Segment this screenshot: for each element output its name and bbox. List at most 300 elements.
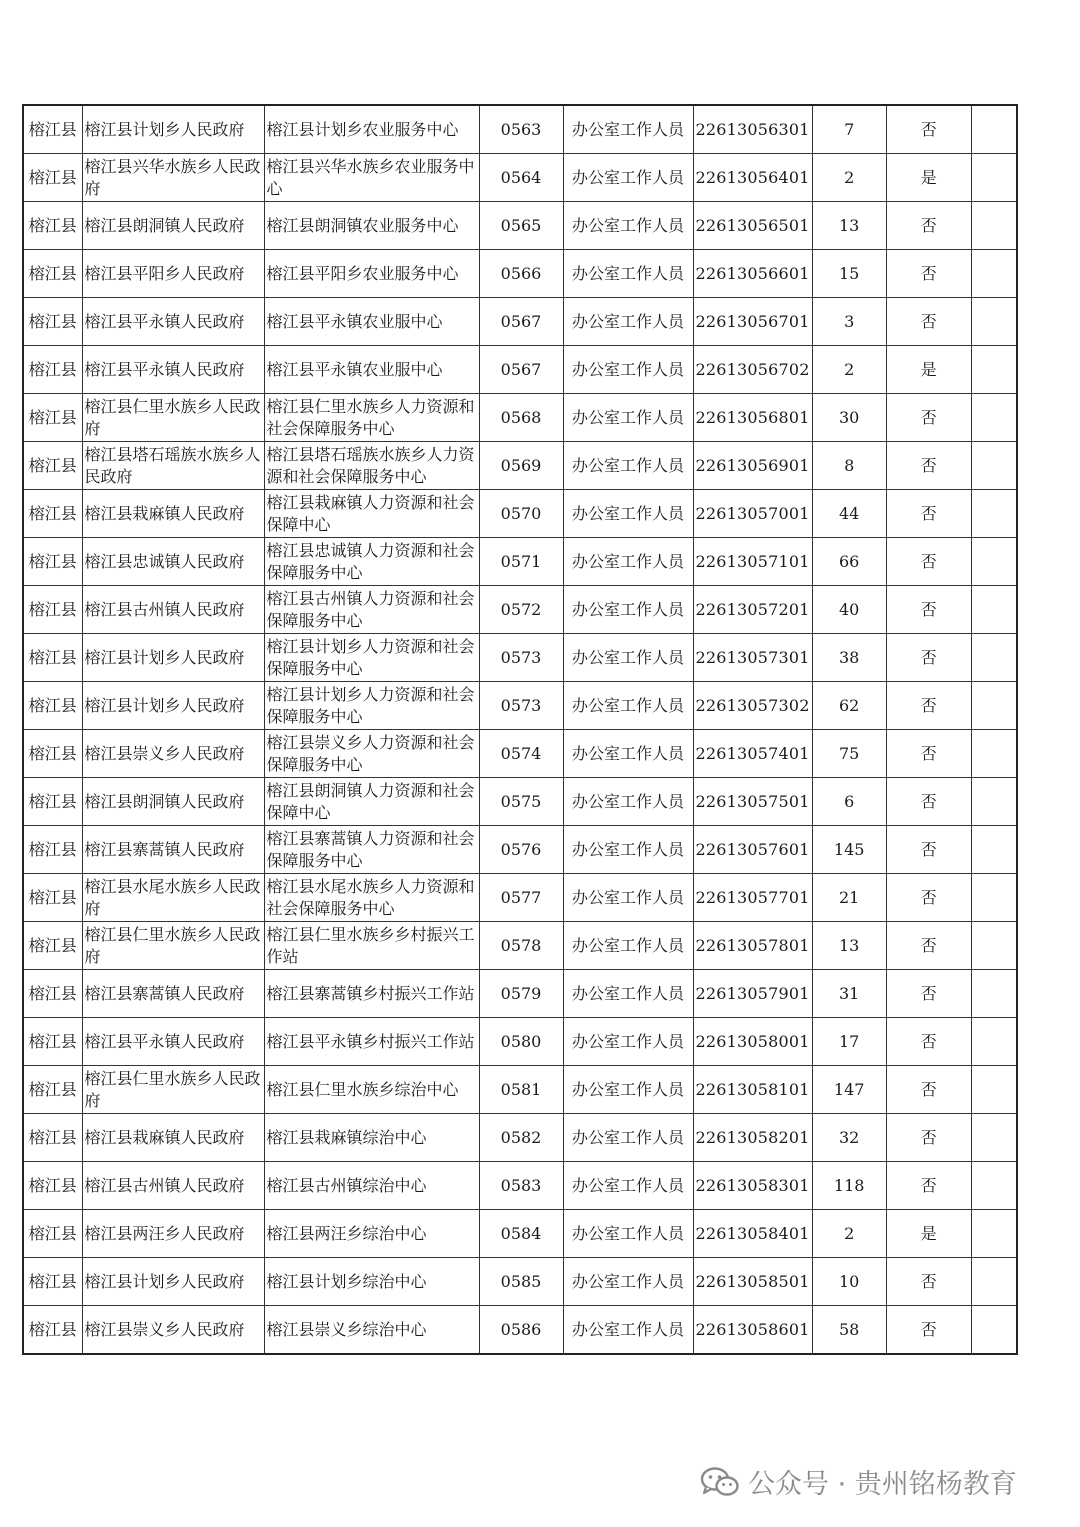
unit-cell-text: 榕江县栽麻镇综治中心: [266, 1127, 427, 1147]
unit-cell: [264, 346, 479, 394]
position-name-cell: 办公室工作人员: [563, 922, 693, 970]
position-name-cell: 办公室工作人员: [563, 1210, 693, 1258]
department-cell-text: 榕江县忠诚镇人民政府: [84, 551, 245, 571]
department-cell-text: 榕江县仁里水族乡人民政府: [84, 1068, 261, 1110]
recruitment-table: [22, 104, 1018, 1355]
unit-cell-text: 榕江县忠诚镇人力资源和社会保障服务中心: [266, 540, 475, 582]
flag-cell: 否: [886, 442, 971, 490]
applicant-count-cell: 118: [812, 1162, 886, 1210]
department-cell: [82, 490, 264, 538]
applicant-count-cell: 3: [812, 298, 886, 346]
position-code-cell: 22613056801: [693, 394, 812, 442]
blank-cell: [971, 922, 1017, 970]
position-code-cell: 22613057801: [693, 922, 812, 970]
unit-cell-text: 榕江县计划乡综治中心: [266, 1271, 427, 1291]
position-code-cell: 22613058201: [693, 1114, 812, 1162]
flag-cell: 否: [886, 682, 971, 730]
county-cell: 榕江县: [23, 105, 82, 154]
blank-cell: [971, 1066, 1017, 1114]
department-cell-text: 榕江县栽麻镇人民政府: [84, 1127, 245, 1147]
table-body: [23, 105, 1017, 1354]
position-code-cell: 22613057302: [693, 682, 812, 730]
department-cell: [82, 298, 264, 346]
applicant-count-cell: 66: [812, 538, 886, 586]
county-cell: 榕江县: [23, 394, 82, 442]
unit-code-cell: 0563: [479, 105, 563, 154]
blank-cell: [971, 970, 1017, 1018]
unit-code-cell: 0573: [479, 634, 563, 682]
unit-cell-text: 榕江县崇义乡人力资源和社会保障服务中心: [266, 732, 475, 774]
unit-cell: [264, 682, 479, 730]
unit-cell-text: 榕江县塔石瑶族水族乡人力资源和社会保障服务中心: [266, 444, 475, 486]
flag-cell: 是: [886, 346, 971, 394]
position-name-cell: 办公室工作人员: [563, 1306, 693, 1355]
flag-cell: 否: [886, 490, 971, 538]
department-cell-text: 榕江县崇义乡人民政府: [84, 743, 245, 763]
department-cell: [82, 1306, 264, 1355]
flag-cell: 否: [886, 538, 971, 586]
table-row: [23, 970, 1017, 1018]
department-cell-text: 榕江县计划乡人民政府: [84, 1271, 245, 1291]
county-cell: 榕江县: [23, 202, 82, 250]
county-cell: 榕江县: [23, 874, 82, 922]
unit-cell-text: 榕江县平永镇农业服中心: [266, 311, 443, 331]
unit-code-cell: 0572: [479, 586, 563, 634]
flag-cell: 否: [886, 778, 971, 826]
blank-cell: [971, 538, 1017, 586]
flag-cell: 是: [886, 154, 971, 202]
blank-cell: [971, 490, 1017, 538]
table-row: [23, 538, 1017, 586]
position-code-cell: 22613056901: [693, 442, 812, 490]
unit-cell: [264, 1114, 479, 1162]
department-cell-text: 榕江县平阳乡人民政府: [84, 263, 245, 283]
table-row: [23, 1114, 1017, 1162]
table-row: [23, 250, 1017, 298]
table-row: [23, 682, 1017, 730]
unit-code-cell: 0566: [479, 250, 563, 298]
unit-cell: [264, 586, 479, 634]
flag-cell: 否: [886, 1306, 971, 1355]
position-name-cell: 办公室工作人员: [563, 346, 693, 394]
department-cell: [82, 730, 264, 778]
county-cell: 榕江县: [23, 1066, 82, 1114]
county-cell: 榕江县: [23, 922, 82, 970]
unit-cell: [264, 634, 479, 682]
county-cell: 榕江县: [23, 1258, 82, 1306]
department-cell: [82, 634, 264, 682]
table-row: [23, 634, 1017, 682]
applicant-count-cell: 2: [812, 346, 886, 394]
department-cell: [82, 538, 264, 586]
applicant-count-cell: 7: [812, 105, 886, 154]
applicant-count-cell: 38: [812, 634, 886, 682]
department-cell-text: 榕江县计划乡人民政府: [84, 119, 245, 139]
applicant-count-cell: 6: [812, 778, 886, 826]
position-code-cell: 22613058001: [693, 1018, 812, 1066]
department-cell: [82, 394, 264, 442]
department-cell: [82, 1258, 264, 1306]
applicant-count-cell: 75: [812, 730, 886, 778]
table-row: [23, 346, 1017, 394]
position-name-cell: 办公室工作人员: [563, 1066, 693, 1114]
flag-cell: 否: [886, 202, 971, 250]
county-cell: 榕江县: [23, 1114, 82, 1162]
applicant-count-cell: 147: [812, 1066, 886, 1114]
flag-cell: 否: [886, 1258, 971, 1306]
watermark: [700, 1462, 1017, 1501]
county-cell: 榕江县: [23, 346, 82, 394]
unit-code-cell: 0568: [479, 394, 563, 442]
unit-cell-text: 榕江县崇义乡综治中心: [266, 1319, 427, 1339]
department-cell-text: 榕江县水尾水族乡人民政府: [84, 876, 261, 918]
unit-code-cell: 0570: [479, 490, 563, 538]
applicant-count-cell: 2: [812, 154, 886, 202]
position-code-cell: 22613057901: [693, 970, 812, 1018]
position-name-cell: 办公室工作人员: [563, 586, 693, 634]
department-cell-text: 榕江县平永镇人民政府: [84, 359, 245, 379]
position-name-cell: 办公室工作人员: [563, 1114, 693, 1162]
unit-cell: [264, 490, 479, 538]
flag-cell: 否: [886, 1066, 971, 1114]
flag-cell: 否: [886, 1114, 971, 1162]
department-cell: [82, 346, 264, 394]
table-row: [23, 202, 1017, 250]
unit-code-cell: 0575: [479, 778, 563, 826]
position-name-cell: 办公室工作人员: [563, 1018, 693, 1066]
county-cell: 榕江县: [23, 1306, 82, 1355]
position-name-cell: 办公室工作人员: [563, 682, 693, 730]
unit-code-cell: 0579: [479, 970, 563, 1018]
unit-cell-text: 榕江县两汪乡综治中心: [266, 1223, 427, 1243]
table-row: [23, 730, 1017, 778]
position-name-cell: 办公室工作人员: [563, 538, 693, 586]
table-row: [23, 778, 1017, 826]
county-cell: 榕江县: [23, 682, 82, 730]
department-cell-text: 榕江县崇义乡人民政府: [84, 1319, 245, 1339]
blank-cell: [971, 1210, 1017, 1258]
position-name-cell: 办公室工作人员: [563, 490, 693, 538]
unit-cell-text: 榕江县古州镇综治中心: [266, 1175, 427, 1195]
position-code-cell: 22613056701: [693, 298, 812, 346]
unit-code-cell: 0583: [479, 1162, 563, 1210]
department-cell: [82, 826, 264, 874]
blank-cell: [971, 1114, 1017, 1162]
table-row: [23, 826, 1017, 874]
table-row: [23, 154, 1017, 202]
position-name-cell: 办公室工作人员: [563, 298, 693, 346]
unit-cell-text: 榕江县古州镇人力资源和社会保障服务中心: [266, 588, 475, 630]
unit-code-cell: 0577: [479, 874, 563, 922]
applicant-count-cell: 145: [812, 826, 886, 874]
position-code-cell: 22613058401: [693, 1210, 812, 1258]
county-cell: 榕江县: [23, 1210, 82, 1258]
unit-cell-text: 榕江县栽麻镇人力资源和社会保障中心: [266, 492, 475, 534]
department-cell: [82, 154, 264, 202]
county-cell: 榕江县: [23, 538, 82, 586]
unit-cell: [264, 1066, 479, 1114]
department-cell: [82, 202, 264, 250]
blank-cell: [971, 298, 1017, 346]
position-name-cell: 办公室工作人员: [563, 1258, 693, 1306]
unit-code-cell: 0576: [479, 826, 563, 874]
unit-cell: [264, 1162, 479, 1210]
unit-cell-text: 榕江县仁里水族乡人力资源和社会保障服务中心: [266, 396, 475, 438]
applicant-count-cell: 62: [812, 682, 886, 730]
unit-code-cell: 0573: [479, 682, 563, 730]
applicant-count-cell: 31: [812, 970, 886, 1018]
unit-cell-text: 榕江县寨蒿镇乡村振兴工作站: [266, 983, 475, 1003]
department-cell: [82, 442, 264, 490]
unit-cell-text: 榕江县寨蒿镇人力资源和社会保障服务中心: [266, 828, 475, 870]
unit-code-cell: 0574: [479, 730, 563, 778]
table-row: [23, 442, 1017, 490]
unit-cell-text: 榕江县平阳乡农业服务中心: [266, 263, 459, 283]
blank-cell: [971, 730, 1017, 778]
department-cell: [82, 778, 264, 826]
unit-cell: [264, 1258, 479, 1306]
unit-cell-text: 榕江县平永镇乡村振兴工作站: [266, 1031, 475, 1051]
department-cell: [82, 105, 264, 154]
flag-cell: 否: [886, 1018, 971, 1066]
table-row: [23, 874, 1017, 922]
table-row: [23, 1018, 1017, 1066]
department-cell-text: 榕江县计划乡人民政府: [84, 695, 245, 715]
position-code-cell: 22613056501: [693, 202, 812, 250]
applicant-count-cell: 13: [812, 922, 886, 970]
table-row: [23, 394, 1017, 442]
position-code-cell: 22613057701: [693, 874, 812, 922]
blank-cell: [971, 1162, 1017, 1210]
unit-code-cell: 0585: [479, 1258, 563, 1306]
blank-cell: [971, 778, 1017, 826]
position-name-cell: 办公室工作人员: [563, 442, 693, 490]
unit-cell-text: 榕江县计划乡农业服务中心: [266, 119, 459, 139]
department-cell-text: 榕江县仁里水族乡人民政府: [84, 924, 261, 966]
department-cell-text: 榕江县两汪乡人民政府: [84, 1223, 245, 1243]
flag-cell: 否: [886, 105, 971, 154]
flag-cell: 否: [886, 586, 971, 634]
position-name-cell: 办公室工作人员: [563, 778, 693, 826]
flag-cell: 否: [886, 634, 971, 682]
unit-code-cell: 0582: [479, 1114, 563, 1162]
position-name-cell: 办公室工作人员: [563, 154, 693, 202]
flag-cell: 否: [886, 922, 971, 970]
county-cell: 榕江县: [23, 298, 82, 346]
applicant-count-cell: 15: [812, 250, 886, 298]
county-cell: 榕江县: [23, 1162, 82, 1210]
department-cell-text: 榕江县塔石瑶族水族乡人民政府: [84, 444, 261, 486]
flag-cell: 否: [886, 1162, 971, 1210]
position-name-cell: 办公室工作人员: [563, 105, 693, 154]
county-cell: 榕江县: [23, 970, 82, 1018]
department-cell: [82, 1018, 264, 1066]
position-name-cell: 办公室工作人员: [563, 730, 693, 778]
position-code-cell: 22613057001: [693, 490, 812, 538]
unit-code-cell: 0571: [479, 538, 563, 586]
position-code-cell: 22613058501: [693, 1258, 812, 1306]
position-name-cell: 办公室工作人员: [563, 394, 693, 442]
department-cell-text: 榕江县朗洞镇人民政府: [84, 215, 245, 235]
blank-cell: [971, 586, 1017, 634]
table-row: [23, 1162, 1017, 1210]
unit-code-cell: 0586: [479, 1306, 563, 1355]
blank-cell: [971, 1018, 1017, 1066]
table-row: [23, 1306, 1017, 1355]
position-code-cell: 22613057201: [693, 586, 812, 634]
applicant-count-cell: 30: [812, 394, 886, 442]
flag-cell: 否: [886, 394, 971, 442]
applicant-count-cell: 8: [812, 442, 886, 490]
department-cell-text: 榕江县栽麻镇人民政府: [84, 503, 245, 523]
blank-cell: [971, 1306, 1017, 1355]
department-cell-text: 榕江县寨蒿镇人民政府: [84, 983, 245, 1003]
table-row: [23, 1258, 1017, 1306]
blank-cell: [971, 442, 1017, 490]
position-code-cell: 22613058601: [693, 1306, 812, 1355]
unit-cell: [264, 778, 479, 826]
department-cell-text: 榕江县兴华水族乡人民政府: [84, 156, 261, 198]
county-cell: 榕江县: [23, 1018, 82, 1066]
flag-cell: 是: [886, 1210, 971, 1258]
table-row: [23, 586, 1017, 634]
blank-cell: [971, 202, 1017, 250]
unit-cell-text: 榕江县仁里水族乡综治中心: [266, 1079, 459, 1099]
unit-cell-text: 榕江县水尾水族乡人力资源和社会保障服务中心: [266, 876, 475, 918]
blank-cell: [971, 346, 1017, 394]
blank-cell: [971, 1258, 1017, 1306]
unit-cell-text: 榕江县计划乡人力资源和社会保障服务中心: [266, 636, 475, 678]
position-code-cell: 22613057301: [693, 634, 812, 682]
flag-cell: 否: [886, 826, 971, 874]
department-cell-text: 榕江县朗洞镇人民政府: [84, 791, 245, 811]
applicant-count-cell: 58: [812, 1306, 886, 1355]
applicant-count-cell: 13: [812, 202, 886, 250]
unit-cell-text: 榕江县朗洞镇农业服务中心: [266, 215, 459, 235]
unit-code-cell: 0569: [479, 442, 563, 490]
county-cell: 榕江县: [23, 250, 82, 298]
position-code-cell: 22613058301: [693, 1162, 812, 1210]
applicant-count-cell: 17: [812, 1018, 886, 1066]
unit-cell: [264, 1018, 479, 1066]
department-cell: [82, 1066, 264, 1114]
department-cell: [82, 922, 264, 970]
blank-cell: [971, 826, 1017, 874]
unit-cell: [264, 105, 479, 154]
department-cell-text: 榕江县寨蒿镇人民政府: [84, 839, 245, 859]
table-row: [23, 490, 1017, 538]
department-cell-text: 榕江县古州镇人民政府: [84, 1175, 245, 1195]
department-cell: [82, 250, 264, 298]
unit-cell: [264, 250, 479, 298]
applicant-count-cell: 21: [812, 874, 886, 922]
unit-cell: [264, 298, 479, 346]
unit-cell: [264, 826, 479, 874]
department-cell: [82, 970, 264, 1018]
applicant-count-cell: 40: [812, 586, 886, 634]
blank-cell: [971, 682, 1017, 730]
unit-code-cell: 0580: [479, 1018, 563, 1066]
unit-cell: [264, 922, 479, 970]
applicant-count-cell: 32: [812, 1114, 886, 1162]
unit-cell-text: 榕江县计划乡人力资源和社会保障服务中心: [266, 684, 475, 726]
position-code-cell: 22613057101: [693, 538, 812, 586]
blank-cell: [971, 634, 1017, 682]
county-cell: 榕江县: [23, 490, 82, 538]
position-code-cell: 22613056601: [693, 250, 812, 298]
unit-code-cell: 0581: [479, 1066, 563, 1114]
blank-cell: [971, 394, 1017, 442]
position-code-cell: 22613056401: [693, 154, 812, 202]
unit-cell: [264, 970, 479, 1018]
unit-cell: [264, 730, 479, 778]
unit-cell-text: 榕江县平永镇农业服中心: [266, 359, 443, 379]
unit-cell: [264, 154, 479, 202]
position-code-cell: 22613057401: [693, 730, 812, 778]
county-cell: 榕江县: [23, 634, 82, 682]
unit-code-cell: 0584: [479, 1210, 563, 1258]
unit-code-cell: 0565: [479, 202, 563, 250]
blank-cell: [971, 874, 1017, 922]
department-cell-text: 榕江县古州镇人民政府: [84, 599, 245, 619]
wechat-icon: [700, 1466, 740, 1498]
department-cell-text: 榕江县平永镇人民政府: [84, 311, 245, 331]
unit-cell: [264, 394, 479, 442]
position-name-cell: 办公室工作人员: [563, 970, 693, 1018]
county-cell: 榕江县: [23, 778, 82, 826]
position-name-cell: 办公室工作人员: [563, 826, 693, 874]
unit-cell: [264, 442, 479, 490]
county-cell: 榕江县: [23, 154, 82, 202]
applicant-count-cell: 44: [812, 490, 886, 538]
position-code-cell: 22613058101: [693, 1066, 812, 1114]
applicant-count-cell: 10: [812, 1258, 886, 1306]
county-cell: 榕江县: [23, 442, 82, 490]
blank-cell: [971, 250, 1017, 298]
table-row: [23, 1066, 1017, 1114]
blank-cell: [971, 105, 1017, 154]
department-cell: [82, 1210, 264, 1258]
unit-code-cell: 0567: [479, 346, 563, 394]
blank-cell: [971, 154, 1017, 202]
unit-cell: [264, 874, 479, 922]
flag-cell: 否: [886, 970, 971, 1018]
flag-cell: 否: [886, 298, 971, 346]
unit-code-cell: 0567: [479, 298, 563, 346]
unit-code-cell: 0564: [479, 154, 563, 202]
department-cell: [82, 586, 264, 634]
position-name-cell: 办公室工作人员: [563, 250, 693, 298]
unit-cell: [264, 1210, 479, 1258]
flag-cell: 否: [886, 730, 971, 778]
unit-code-cell: 0578: [479, 922, 563, 970]
position-name-cell: 办公室工作人员: [563, 202, 693, 250]
department-cell-text: 榕江县计划乡人民政府: [84, 647, 245, 667]
department-cell-text: 榕江县仁里水族乡人民政府: [84, 396, 261, 438]
unit-cell: [264, 1306, 479, 1355]
position-code-cell: 22613057501: [693, 778, 812, 826]
unit-cell: [264, 202, 479, 250]
department-cell: [82, 1114, 264, 1162]
unit-cell: [264, 538, 479, 586]
unit-cell-text: 榕江县仁里水族乡乡村振兴工作站: [266, 924, 475, 966]
department-cell: [82, 1162, 264, 1210]
unit-cell-text: 榕江县朗洞镇人力资源和社会保障中心: [266, 780, 475, 822]
flag-cell: 否: [886, 874, 971, 922]
table-row: [23, 105, 1017, 154]
position-code-cell: 22613056301: [693, 105, 812, 154]
table-row: [23, 922, 1017, 970]
